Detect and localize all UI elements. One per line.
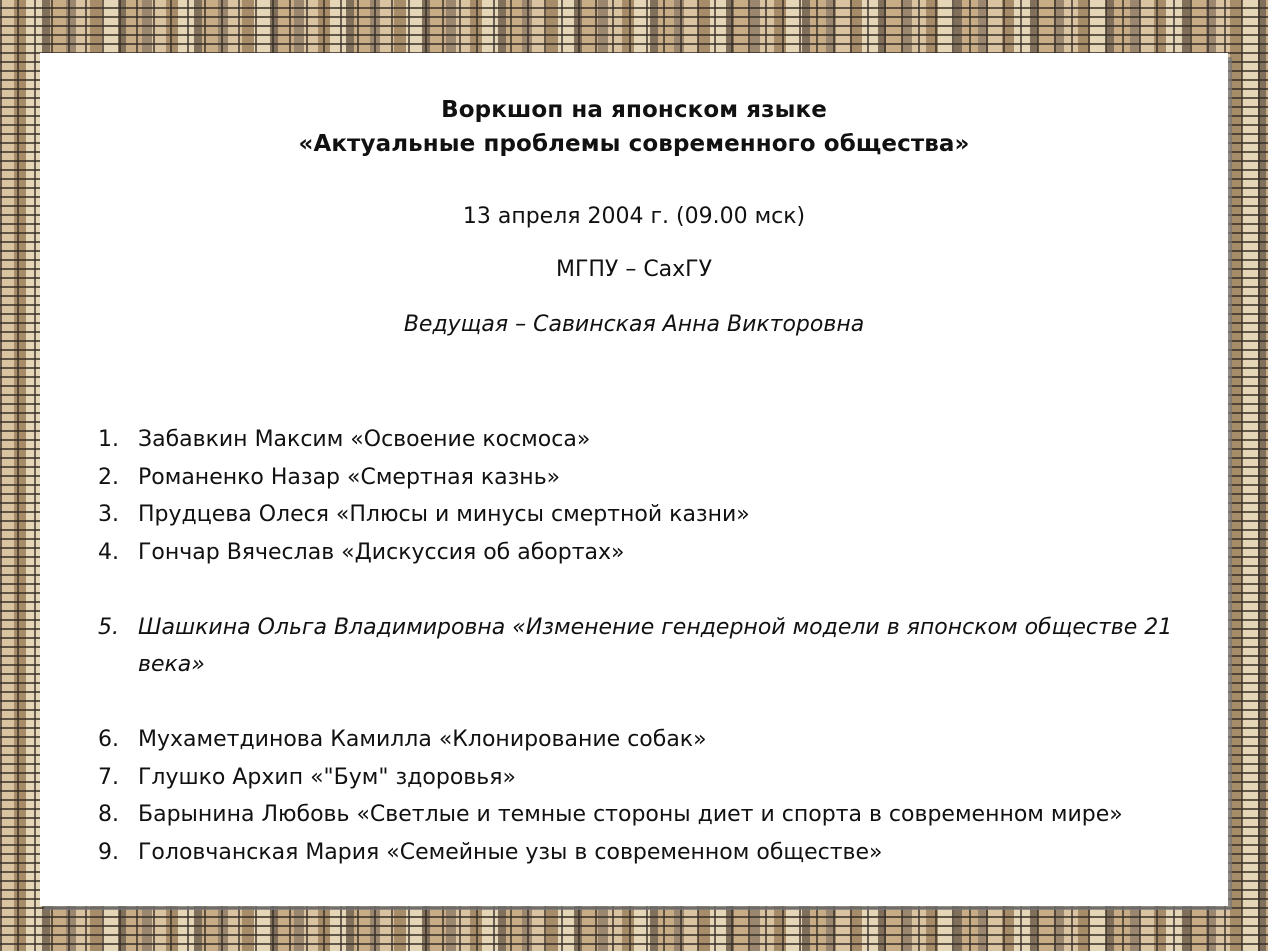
speaker-number: 8.: [98, 802, 119, 827]
speaker-list-item: [98, 609, 1208, 684]
list-spacer: [98, 684, 1208, 722]
speaker-number: 1.: [98, 427, 119, 452]
participating-universities: МГПУ – СахГУ: [555, 257, 713, 282]
speaker-number: 7.: [98, 764, 119, 790]
speaker-list-item: [98, 421, 1208, 459]
speaker-entry: Прудцева Олеся «Плюсы и минусы смертной казни»: [138, 502, 750, 527]
speaker-entry: Головчанская Мария «Семейные узы в современном обществе»: [138, 839, 883, 865]
speaker-list-item: [98, 534, 1208, 572]
speaker-list-item: [98, 796, 1208, 834]
workshop-theme: «Актуальные проблемы современного общества»: [298, 131, 970, 157]
speaker-number: 9.: [98, 839, 119, 865]
speaker-number: 3.: [98, 502, 119, 527]
speaker-entry: Глушко Архип «"Бум" здоровья»: [138, 764, 516, 790]
list-spacer: [98, 571, 1208, 609]
speaker-list-item: [98, 459, 1208, 497]
host-name: Ведущая – Савинская Анна Викторовна: [403, 312, 865, 337]
speaker-number: 5.: [98, 614, 119, 640]
speaker-list-item: [98, 759, 1208, 797]
speaker-list-item: [98, 721, 1208, 759]
speaker-entry: Романенко Назар «Смертная казнь»: [138, 464, 561, 490]
speaker-list-item: [98, 834, 1208, 872]
speaker-list-item: [98, 496, 1208, 534]
speaker-number: 6.: [98, 727, 119, 752]
event-date: 13 апреля 2004 г. (09.00 мск): [462, 204, 806, 229]
speaker-entry: Мухаметдинова Камилла «Клонирование собак»: [138, 727, 707, 752]
speaker-entry: Шашкина Ольга Владимировна «Изменение гендерной модели в японском обществе 21 века»: [138, 614, 1173, 677]
speaker-entry: Гончар Вячеслав «Дискуссия об абортах»: [138, 539, 625, 565]
speaker-list: [98, 421, 1208, 871]
speaker-number: 2.: [98, 464, 119, 490]
workshop-title: Воркшоп на японском языке: [441, 97, 827, 123]
program-slide: [40, 53, 1228, 906]
speaker-entry: Забавкин Максим «Освоение космоса»: [138, 427, 591, 452]
speaker-entry: Барынина Любовь «Светлые и темные стороны диет и спорта в современном мире»: [138, 802, 1123, 827]
speaker-number: 4.: [98, 539, 119, 565]
